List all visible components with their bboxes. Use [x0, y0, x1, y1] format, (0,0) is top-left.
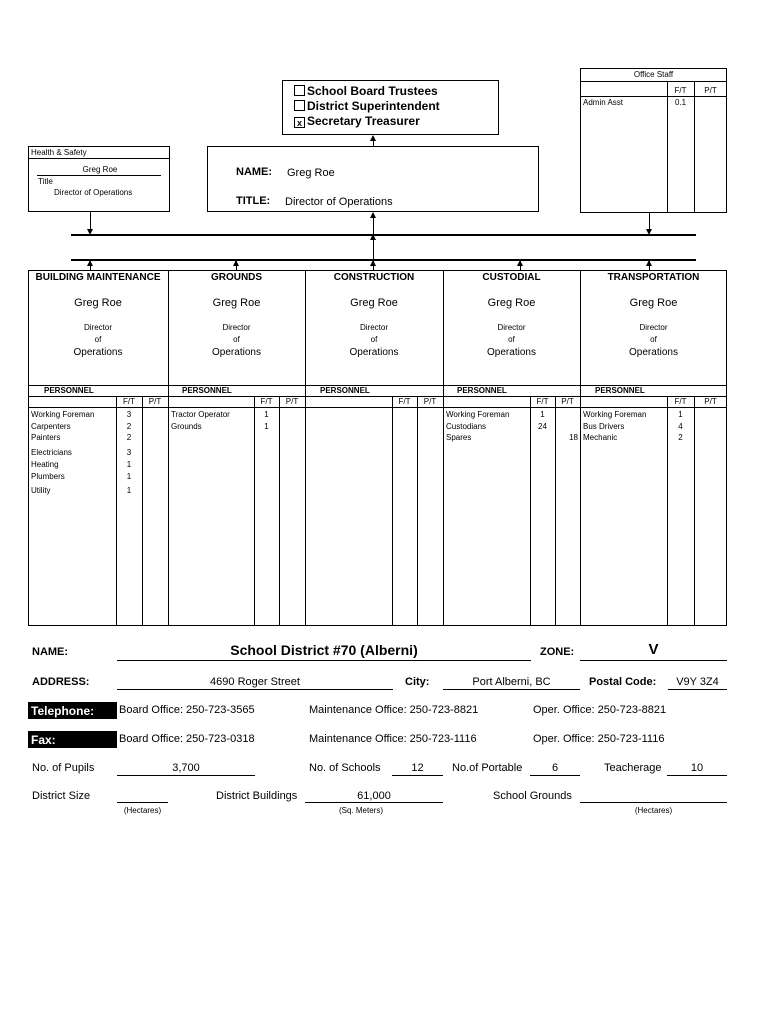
pt-header: P/T	[561, 397, 574, 406]
portable-value[interactable]: 6	[551, 762, 559, 774]
main-name-label: NAME:	[236, 166, 273, 178]
checkbox-superintendent[interactable]	[294, 100, 305, 111]
staff-position: Carpenters	[31, 422, 71, 431]
personnel-label: PERSONNEL	[182, 386, 232, 395]
department-role: of	[94, 335, 102, 344]
staff-ft: 24	[538, 422, 547, 431]
district-buildings-label: District Buildings	[216, 790, 298, 802]
address-label: ADDRESS:	[32, 676, 90, 688]
staff-ft: 1	[126, 472, 132, 481]
district-size-unit: (Hectares)	[123, 806, 162, 815]
office-staff-title: Office Staff	[633, 70, 674, 79]
staff-position: Working Foreman	[31, 410, 95, 419]
main-name-value: Greg Roe	[287, 167, 335, 179]
staff-ft: 3	[126, 448, 132, 457]
staff-position: Grounds	[171, 422, 202, 431]
staff-ft: 1	[264, 422, 269, 431]
personnel-label: PERSONNEL	[320, 386, 370, 395]
address-value[interactable]: 4690 Roger Street	[210, 676, 300, 688]
staff-ft: 2	[126, 422, 132, 431]
checkbox-secretary[interactable]: x	[294, 117, 305, 128]
pt-header: P/T	[423, 397, 437, 406]
pupils-value[interactable]: 3,700	[172, 762, 200, 774]
staff-position: Working Foreman	[583, 410, 647, 419]
pupils-label: No. of Pupils	[32, 762, 95, 774]
district-buildings-unit: (Sq. Meters)	[338, 806, 383, 815]
department-head-name: Greg Roe	[629, 297, 678, 309]
ft-header: F/T	[536, 397, 549, 406]
department-head-name: Greg Roe	[74, 297, 122, 309]
department-head-name: Greg Roe	[350, 297, 398, 309]
telephone-board-office: Board Office: 250-723-3565	[119, 704, 255, 716]
staff-position: Mechanic	[583, 433, 618, 442]
department-role: Operations	[349, 347, 399, 358]
department-role: Director	[639, 323, 668, 332]
department-role: Director	[83, 323, 112, 332]
department-title: BUILDING MAINTENANCE	[35, 272, 161, 283]
reports-to-option-secretary[interactable]: x Secretary Treasurer	[294, 114, 420, 128]
staff-position: Electricians	[31, 448, 72, 457]
staff-ft: 3	[126, 410, 132, 419]
office-staff-position: Admin Asst	[583, 98, 624, 107]
schools-label: No. of Schools	[309, 762, 381, 774]
pt-header: P/T	[704, 397, 717, 406]
personnel-label: PERSONNEL	[457, 386, 507, 395]
office-staff-ft-value: 0.1	[674, 98, 687, 107]
checkbox-trustees[interactable]	[294, 85, 305, 96]
schools-value[interactable]: 12	[411, 762, 424, 774]
department-role: of	[233, 335, 240, 344]
personnel-label: PERSONNEL	[595, 386, 645, 395]
district-buildings-value[interactable]: 61,000	[357, 790, 391, 802]
teacherage-value[interactable]: 10	[690, 762, 704, 774]
city-label: City:	[405, 676, 430, 688]
department-role: Operations	[629, 347, 678, 358]
office-staff-pt-header: P/T	[704, 86, 717, 95]
staff-position: Heating	[31, 460, 59, 469]
department-role: of	[650, 335, 657, 344]
postal-code-value[interactable]: V9Y 3Z4	[676, 676, 719, 688]
department-role: Operations	[212, 347, 261, 358]
school-grounds-label: School Grounds	[493, 790, 572, 802]
staff-ft: 4	[678, 422, 683, 431]
department-head-name: Greg Roe	[487, 297, 536, 309]
district-name-label: NAME:	[32, 646, 69, 658]
staff-position: Working Foreman	[446, 410, 510, 419]
reports-to-option-superintendent[interactable]: District Superintendent	[294, 99, 440, 113]
department-title: CUSTODIAL	[482, 272, 541, 283]
pt-header: P/T	[285, 397, 299, 406]
zone-label: ZONE:	[540, 646, 575, 658]
postal-code-label: Postal Code:	[589, 676, 657, 688]
staff-ft: 1	[126, 460, 132, 469]
department-title: TRANSPORTATION	[607, 272, 700, 283]
fax-board-office: Board Office: 250-723-0318	[119, 733, 255, 745]
staff-ft: 2	[678, 433, 683, 442]
staff-position: Spares	[446, 433, 472, 442]
department-role: of	[370, 335, 378, 344]
district-name-value[interactable]: School District #70 (Alberni)	[230, 642, 418, 658]
department-title: CONSTRUCTION	[333, 272, 415, 283]
district-size-label: District Size	[32, 790, 91, 802]
staff-ft: 1	[126, 486, 132, 495]
department-role: of	[508, 335, 515, 344]
staff-position: Plumbers	[31, 472, 65, 481]
portable-label: No.of Portable	[452, 762, 523, 774]
health-safety-title-label: Title	[38, 177, 53, 186]
fax-label: Fax:	[28, 731, 117, 748]
staff-ft: 1	[678, 410, 683, 419]
zone-value[interactable]: V	[648, 641, 659, 658]
main-title-value: Director of Operations	[285, 196, 393, 208]
staff-position: Utility	[31, 486, 51, 495]
ft-header: F/T	[260, 397, 273, 406]
office-staff-ft-header: F/T	[674, 86, 687, 95]
department-role: Director	[497, 323, 526, 332]
staff-position: Custodians	[446, 422, 487, 431]
fax-operations-office: Oper. Office: 250-723-1116	[533, 733, 665, 745]
staff-ft: 1	[264, 410, 269, 419]
department-role: Director	[222, 323, 251, 332]
staff-position: Bus Drivers	[583, 422, 625, 431]
pt-header: P/T	[148, 397, 162, 406]
city-value[interactable]: Port Alberni, BC	[472, 676, 551, 688]
health-safety-name: Greg Roe	[82, 165, 118, 174]
staff-position: Painters	[31, 433, 61, 442]
ft-header: F/T	[674, 397, 687, 406]
teacherage-label: Teacherage	[604, 762, 662, 774]
department-head-name: Greg Roe	[212, 297, 261, 309]
main-title-label: TITLE:	[236, 195, 271, 207]
staff-ft: 2	[126, 433, 132, 442]
staff-position: Tractor Operator	[171, 410, 230, 419]
telephone-maintenance-office: Maintenance Office: 250-723-8821	[309, 704, 479, 716]
reports-to-option-trustees[interactable]: School Board Trustees	[294, 84, 438, 98]
ft-header: F/T	[398, 397, 411, 406]
health-safety-title-value: Director of Operations	[54, 188, 133, 197]
school-grounds-unit: (Hectares)	[634, 806, 673, 815]
telephone-operations-office: Oper. Office: 250-723-8821	[533, 704, 667, 716]
health-safety-title: Health & Safety	[31, 148, 87, 157]
fax-maintenance-office: Maintenance Office: 250-723-1116	[309, 733, 477, 745]
telephone-label: Telephone:	[28, 702, 117, 719]
staff-ft: 1	[540, 410, 545, 419]
department-role: Operations	[487, 347, 536, 358]
department-role: Director	[359, 323, 388, 332]
ft-header: F/T	[123, 397, 135, 406]
department-role: Operations	[73, 347, 123, 358]
personnel-label: PERSONNEL	[44, 386, 94, 395]
department-title: GROUNDS	[210, 272, 263, 283]
staff-pt: 18	[569, 433, 578, 442]
